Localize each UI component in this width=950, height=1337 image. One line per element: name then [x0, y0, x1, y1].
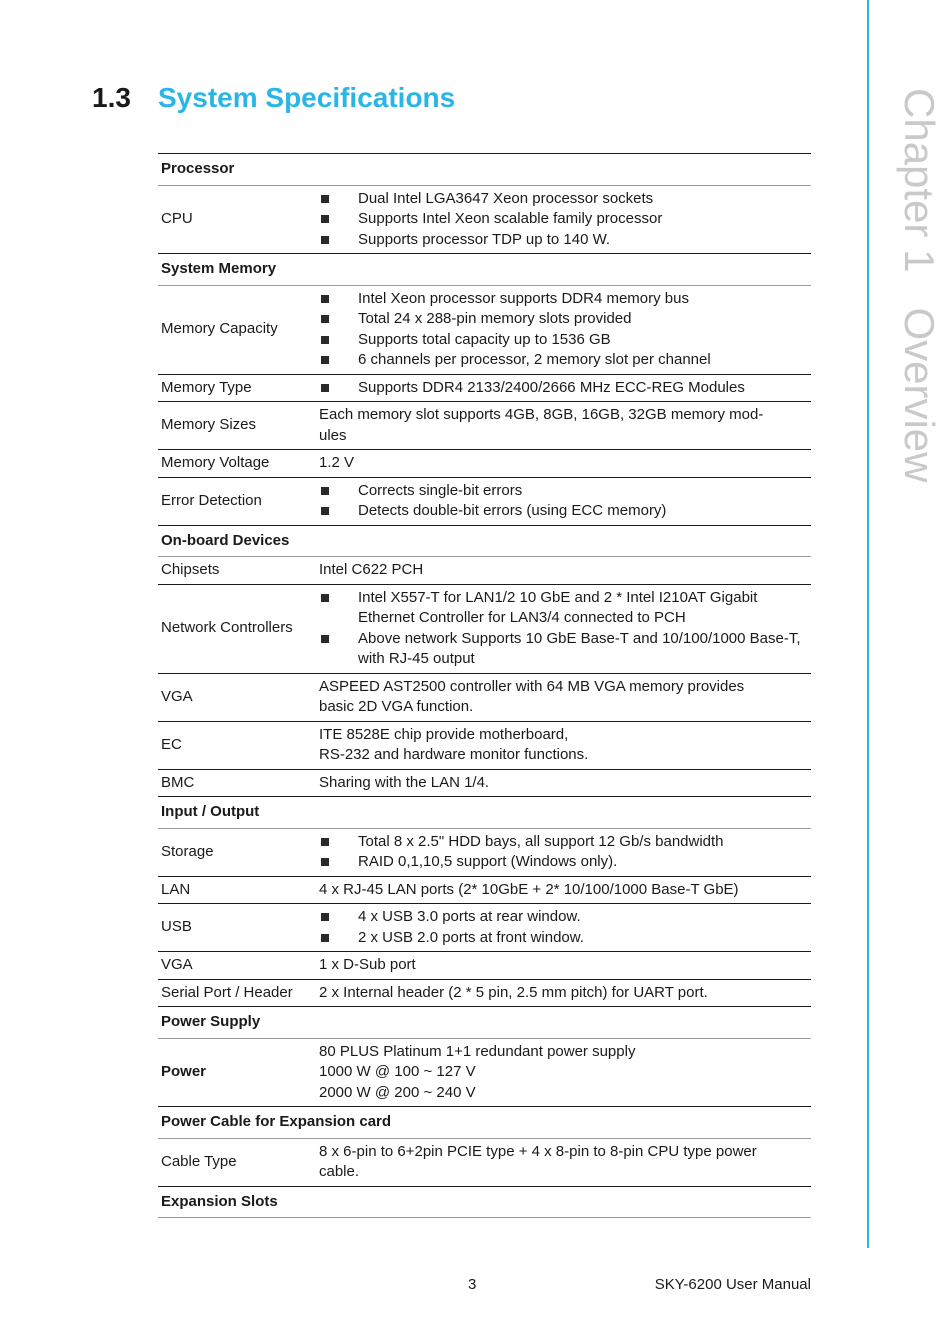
spec-label: BMC [158, 769, 316, 797]
square-bullet-icon [321, 195, 329, 203]
spec-row [158, 1038, 811, 1107]
bullet-item [319, 588, 808, 629]
spec-section-row [158, 525, 811, 557]
bullet-item [319, 209, 808, 230]
spec-row [158, 904, 811, 952]
value-line: Intel C622 PCH [319, 561, 424, 578]
spec-value [316, 952, 811, 980]
spec-value [316, 557, 811, 585]
spec-label: Power [158, 1038, 316, 1107]
bullet-list [319, 832, 808, 873]
spec-value [316, 374, 811, 402]
spec-row [158, 673, 811, 721]
spec-section-row [158, 1186, 811, 1218]
spec-label: CPU [158, 185, 316, 254]
spec-value [316, 673, 811, 721]
manual-title: SKY-6200 User Manual [654, 1276, 811, 1293]
bullet-item [319, 481, 808, 502]
square-bullet-icon [321, 215, 329, 223]
square-bullet-icon [321, 295, 329, 303]
bullet-text: Total 8 x 2.5" HDD bays, all support 12 Gb/s bandwidth [358, 832, 724, 850]
spec-value [316, 1138, 811, 1186]
value-line: 2 x Internal header (2 * 5 pin, 2.5 mm pitch) for UART port. [319, 983, 708, 1001]
bullet-list [319, 481, 808, 522]
spec-section-title: System Memory [158, 254, 811, 286]
spec-row [158, 477, 811, 525]
spec-label: LAN [158, 876, 316, 904]
value-line: Sharing with the LAN 1/4. [319, 773, 490, 791]
value-line: 1.2 V [319, 454, 355, 471]
spec-label: Network Controllers [158, 584, 316, 673]
spec-section-title: On-board Devices [158, 525, 811, 557]
spec-value [316, 769, 811, 797]
spec-row [158, 828, 811, 876]
spec-value [316, 402, 811, 450]
value-line: 2000 W @ 200 ~ 240 V [319, 1083, 476, 1101]
spec-value [316, 1038, 811, 1107]
bullet-item [319, 350, 808, 371]
square-bullet-icon [321, 594, 329, 602]
spec-label: VGA [158, 952, 316, 980]
bullet-text: Supports DDR4 2133/2400/2666 MHz ECC-REG Modules [358, 378, 745, 396]
value-line: ules [319, 426, 347, 444]
bullet-item [319, 330, 808, 351]
spec-row [158, 374, 811, 402]
square-bullet-icon [321, 635, 329, 643]
value-line: 80 PLUS Platinum 1+1 redundant power supply [319, 1042, 636, 1060]
value-line: RS-232 and hardware monitor functions. [319, 746, 589, 763]
spec-value [316, 979, 811, 1007]
bullet-list [319, 189, 808, 251]
bullet-text: Corrects single-bit errors [358, 481, 523, 499]
square-bullet-icon [321, 507, 329, 515]
value-line: 4 x RJ-45 LAN ports (2* 10GbE + 2* 10/100/1000 Base-T GbE) [319, 880, 739, 898]
bullet-text: Supports processor TDP up to 140 W. [358, 230, 611, 248]
spec-label: VGA [158, 673, 316, 721]
spec-label: Cable Type [158, 1138, 316, 1186]
bullet-item [319, 832, 808, 853]
spec-row [158, 584, 811, 673]
value-line: 1000 W @ 100 ~ 127 V [319, 1063, 476, 1080]
square-bullet-icon [321, 356, 329, 364]
spec-row [158, 557, 811, 585]
spec-section-row [158, 1007, 811, 1039]
bullet-text: Detects double-bit errors (using ECC memory) [358, 502, 667, 519]
section-heading [92, 82, 455, 114]
bullet-item [319, 501, 808, 522]
spec-row [158, 876, 811, 904]
spec-section-row [158, 1107, 811, 1139]
spec-section-row [158, 254, 811, 286]
bullet-item [319, 907, 808, 928]
bullet-text: 4 x USB 3.0 ports at rear window. [358, 908, 581, 925]
bullet-item [319, 378, 808, 399]
bullet-item [319, 852, 808, 873]
spec-row [158, 185, 811, 254]
spec-label: Memory Voltage [158, 450, 316, 478]
square-bullet-icon [321, 315, 329, 323]
chapter-side-tab: Chapter 1 Overview [896, 88, 943, 483]
spec-row [158, 402, 811, 450]
bullet-list [319, 289, 808, 371]
spec-label: Storage [158, 828, 316, 876]
spec-value [316, 450, 811, 478]
spec-row [158, 721, 811, 769]
section-number: 1.3 [92, 82, 131, 113]
square-bullet-icon [321, 236, 329, 244]
bullet-item [319, 309, 808, 330]
spec-section-title: Power Cable for Expansion card [158, 1107, 811, 1139]
spec-value [316, 185, 811, 254]
spec-label: Memory Sizes [158, 402, 316, 450]
value-line: ASPEED AST2500 controller with 64 MB VGA memory provides [319, 677, 745, 695]
spec-label: Error Detection [158, 477, 316, 525]
spec-section-row [158, 154, 811, 186]
bullet-item [319, 189, 808, 210]
bullet-item [319, 289, 808, 310]
spec-value [316, 904, 811, 952]
spec-label: Chipsets [158, 557, 316, 585]
bullet-list [319, 907, 808, 948]
bullet-text: Intel X557-T for LAN1/2 10 GbE and 2 * Intel I210AT Gigabit Ethernet Controller for LAN3/4 connected to PCH [358, 588, 758, 626]
spec-row [158, 769, 811, 797]
value-line: Each memory slot supports 4GB, 8GB, 16GB, 32GB memory mod- [319, 406, 764, 423]
bullet-text: Dual Intel LGA3647 Xeon processor sockets [358, 189, 654, 207]
square-bullet-icon [321, 913, 329, 921]
spec-section-title: Processor [158, 154, 811, 186]
spec-value [316, 477, 811, 525]
spec-label: Serial Port / Header [158, 979, 316, 1007]
spec-section-row [158, 797, 811, 829]
value-line: ITE 8528E chip provide motherboard, [319, 725, 569, 743]
side-accent-rule [867, 0, 869, 1248]
spec-row [158, 285, 811, 374]
spec-value [316, 584, 811, 673]
spec-row [158, 450, 811, 478]
value-line: cable. [319, 1163, 360, 1180]
spec-row [158, 1138, 811, 1186]
spec-table [158, 153, 811, 1218]
spec-label: Memory Capacity [158, 285, 316, 374]
spec-row [158, 979, 811, 1007]
spec-value [316, 285, 811, 374]
square-bullet-icon [321, 384, 329, 392]
square-bullet-icon [321, 934, 329, 942]
value-line: 8 x 6-pin to 6+2pin PCIE type + 4 x 8-pin to 8-pin CPU type power [319, 1142, 757, 1160]
bullet-text: Supports Intel Xeon scalable family processor [358, 210, 663, 227]
spec-label: EC [158, 721, 316, 769]
bullet-text: 6 channels per processor, 2 memory slot per channel [358, 351, 711, 368]
value-line: basic 2D VGA function. [319, 698, 474, 715]
square-bullet-icon [321, 487, 329, 495]
spec-row [158, 952, 811, 980]
square-bullet-icon [321, 858, 329, 866]
bullet-text: Total 24 x 288-pin memory slots provided [358, 310, 632, 327]
spec-section-title: Expansion Slots [158, 1186, 811, 1218]
spec-section-title: Input / Output [158, 797, 811, 829]
spec-section-title: Power Supply [158, 1007, 811, 1039]
spec-value [316, 828, 811, 876]
bullet-text: RAID 0,1,10,5 support (Windows only). [358, 853, 618, 870]
bullet-text: Supports total capacity up to 1536 GB [358, 330, 611, 348]
spec-label: USB [158, 904, 316, 952]
square-bullet-icon [321, 838, 329, 846]
bullet-text: Intel Xeon processor supports DDR4 memory bus [358, 289, 689, 307]
bullet-item [319, 629, 808, 670]
square-bullet-icon [321, 336, 329, 344]
value-line: 1 x D-Sub port [319, 956, 416, 973]
spec-value [316, 876, 811, 904]
bullet-item [319, 230, 808, 251]
bullet-item [319, 928, 808, 949]
bullet-list [319, 588, 808, 670]
bullet-text: 2 x USB 2.0 ports at front window. [358, 928, 584, 946]
section-title: System Specifications [158, 82, 456, 113]
page-number: 3 [468, 1276, 477, 1293]
bullet-text: Above network Supports 10 GbE Base-T and 10/100/1000 Base-T, with RJ-45 output [358, 629, 801, 667]
bullet-list [319, 378, 808, 399]
spec-value [316, 721, 811, 769]
spec-label: Memory Type [158, 374, 316, 402]
